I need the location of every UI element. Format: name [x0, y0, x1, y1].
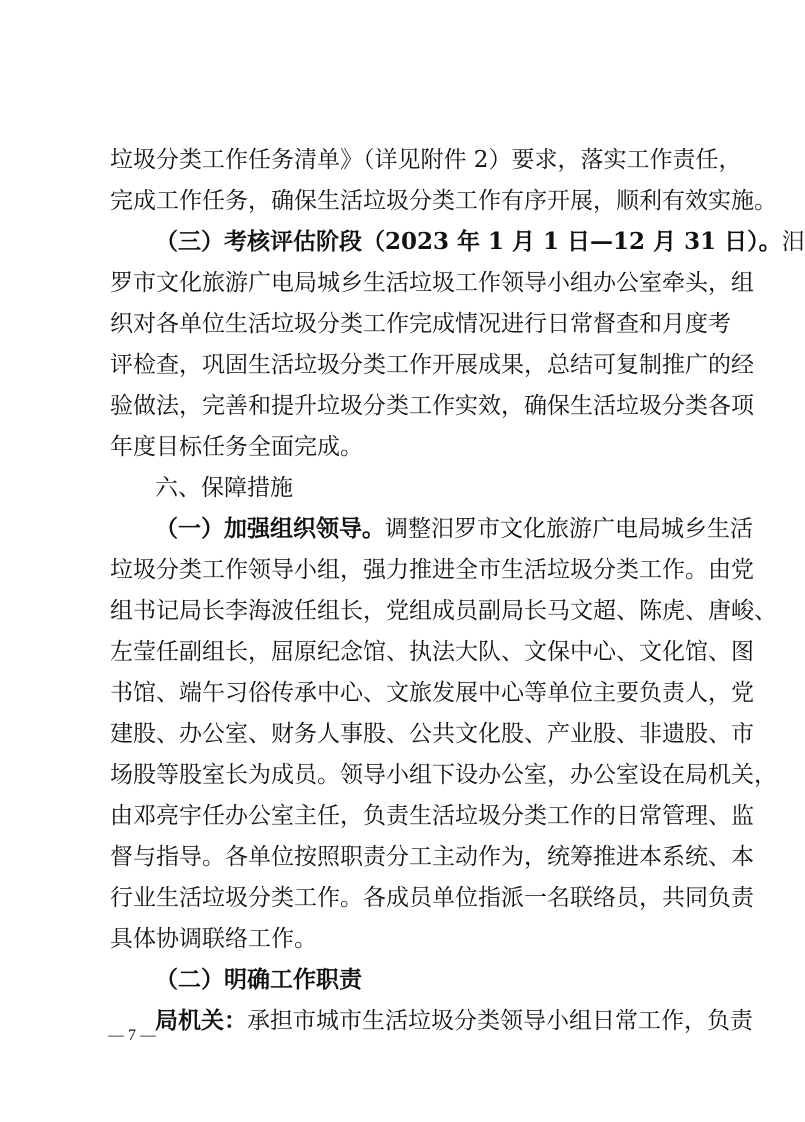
body-line: 评检查，巩固生活垃圾分类工作开展成果，总结可复制推广的经	[110, 352, 754, 378]
body-line: 左莹任副组长，屈原纪念馆、执法大队、文保中心、文化馆、图	[110, 639, 754, 665]
section-heading: 六、保障措施	[155, 475, 293, 501]
body-line: 垃圾分类工作领导小组，强力推进全市生活垃圾分类工作。由党	[110, 557, 754, 583]
body-text: 承担市城市生活垃圾分类领导小组日常工作，负责	[247, 1008, 753, 1034]
body-line: 行业生活垃圾分类工作。各成员单位指派一名联络员，共同负责	[110, 885, 754, 911]
body-line: 织对各单位生活垃圾分类工作完成情况进行日常督查和月度考	[110, 311, 731, 337]
body-text: 汨	[781, 229, 805, 255]
body-line: 督与指导。各单位按照职责分工主动作为，统筹推进本系统、本	[110, 844, 754, 870]
body-line: 书馆、端午习俗传承中心、文旅发展中心等单位主要负责人，党	[110, 680, 754, 706]
paragraph-first-line	[155, 514, 753, 544]
body-line: 建股、办公室、财务人事股、公共文化股、产业股、非遗股、市	[110, 721, 754, 747]
body-line: 罗市文化旅游广电局城乡生活垃圾工作领导小组办公室牵头，组	[110, 270, 754, 296]
section-lead-bold: （一）加强组织领导。	[155, 515, 385, 542]
section-lead-bold: 局机关：	[155, 1007, 247, 1034]
body-line: 验做法，完善和提升垃圾分类工作实效，确保生活垃圾分类各项	[110, 393, 754, 419]
body-line: 年度目标任务全面完成。	[110, 434, 363, 460]
section-lead-bold: （三）考核评估阶段（2023 年 1 月 1 日—12 月 31 日）。	[155, 228, 782, 255]
body-line: 具体协调联络工作。	[110, 926, 317, 952]
paragraph-first-line	[155, 227, 805, 257]
body-line: 组书记局长李海波任组长，党组成员副局长马文超、陈虎、唐峻、	[110, 598, 777, 624]
body-line: 垃圾分类工作任务清单》（详见附件 2）要求，落实工作责任，	[110, 147, 742, 173]
paragraph-first-line	[155, 1006, 753, 1036]
page-number: — 7 —	[108, 1027, 156, 1044]
body-line: 由邓亮宇任办公室主任，负责生活垃圾分类工作的日常管理、监	[110, 803, 754, 829]
body-text: 调整汨罗市文化旅游广电局城乡生活	[385, 516, 753, 542]
body-line: 完成工作任务，确保生活垃圾分类工作有序开展，顺利有效实施。	[110, 188, 777, 214]
body-line: 场股等股室长为成员。领导小组下设办公室，办公室设在局机关，	[110, 762, 777, 788]
subsection-heading: （二）明确工作职责	[155, 966, 362, 993]
